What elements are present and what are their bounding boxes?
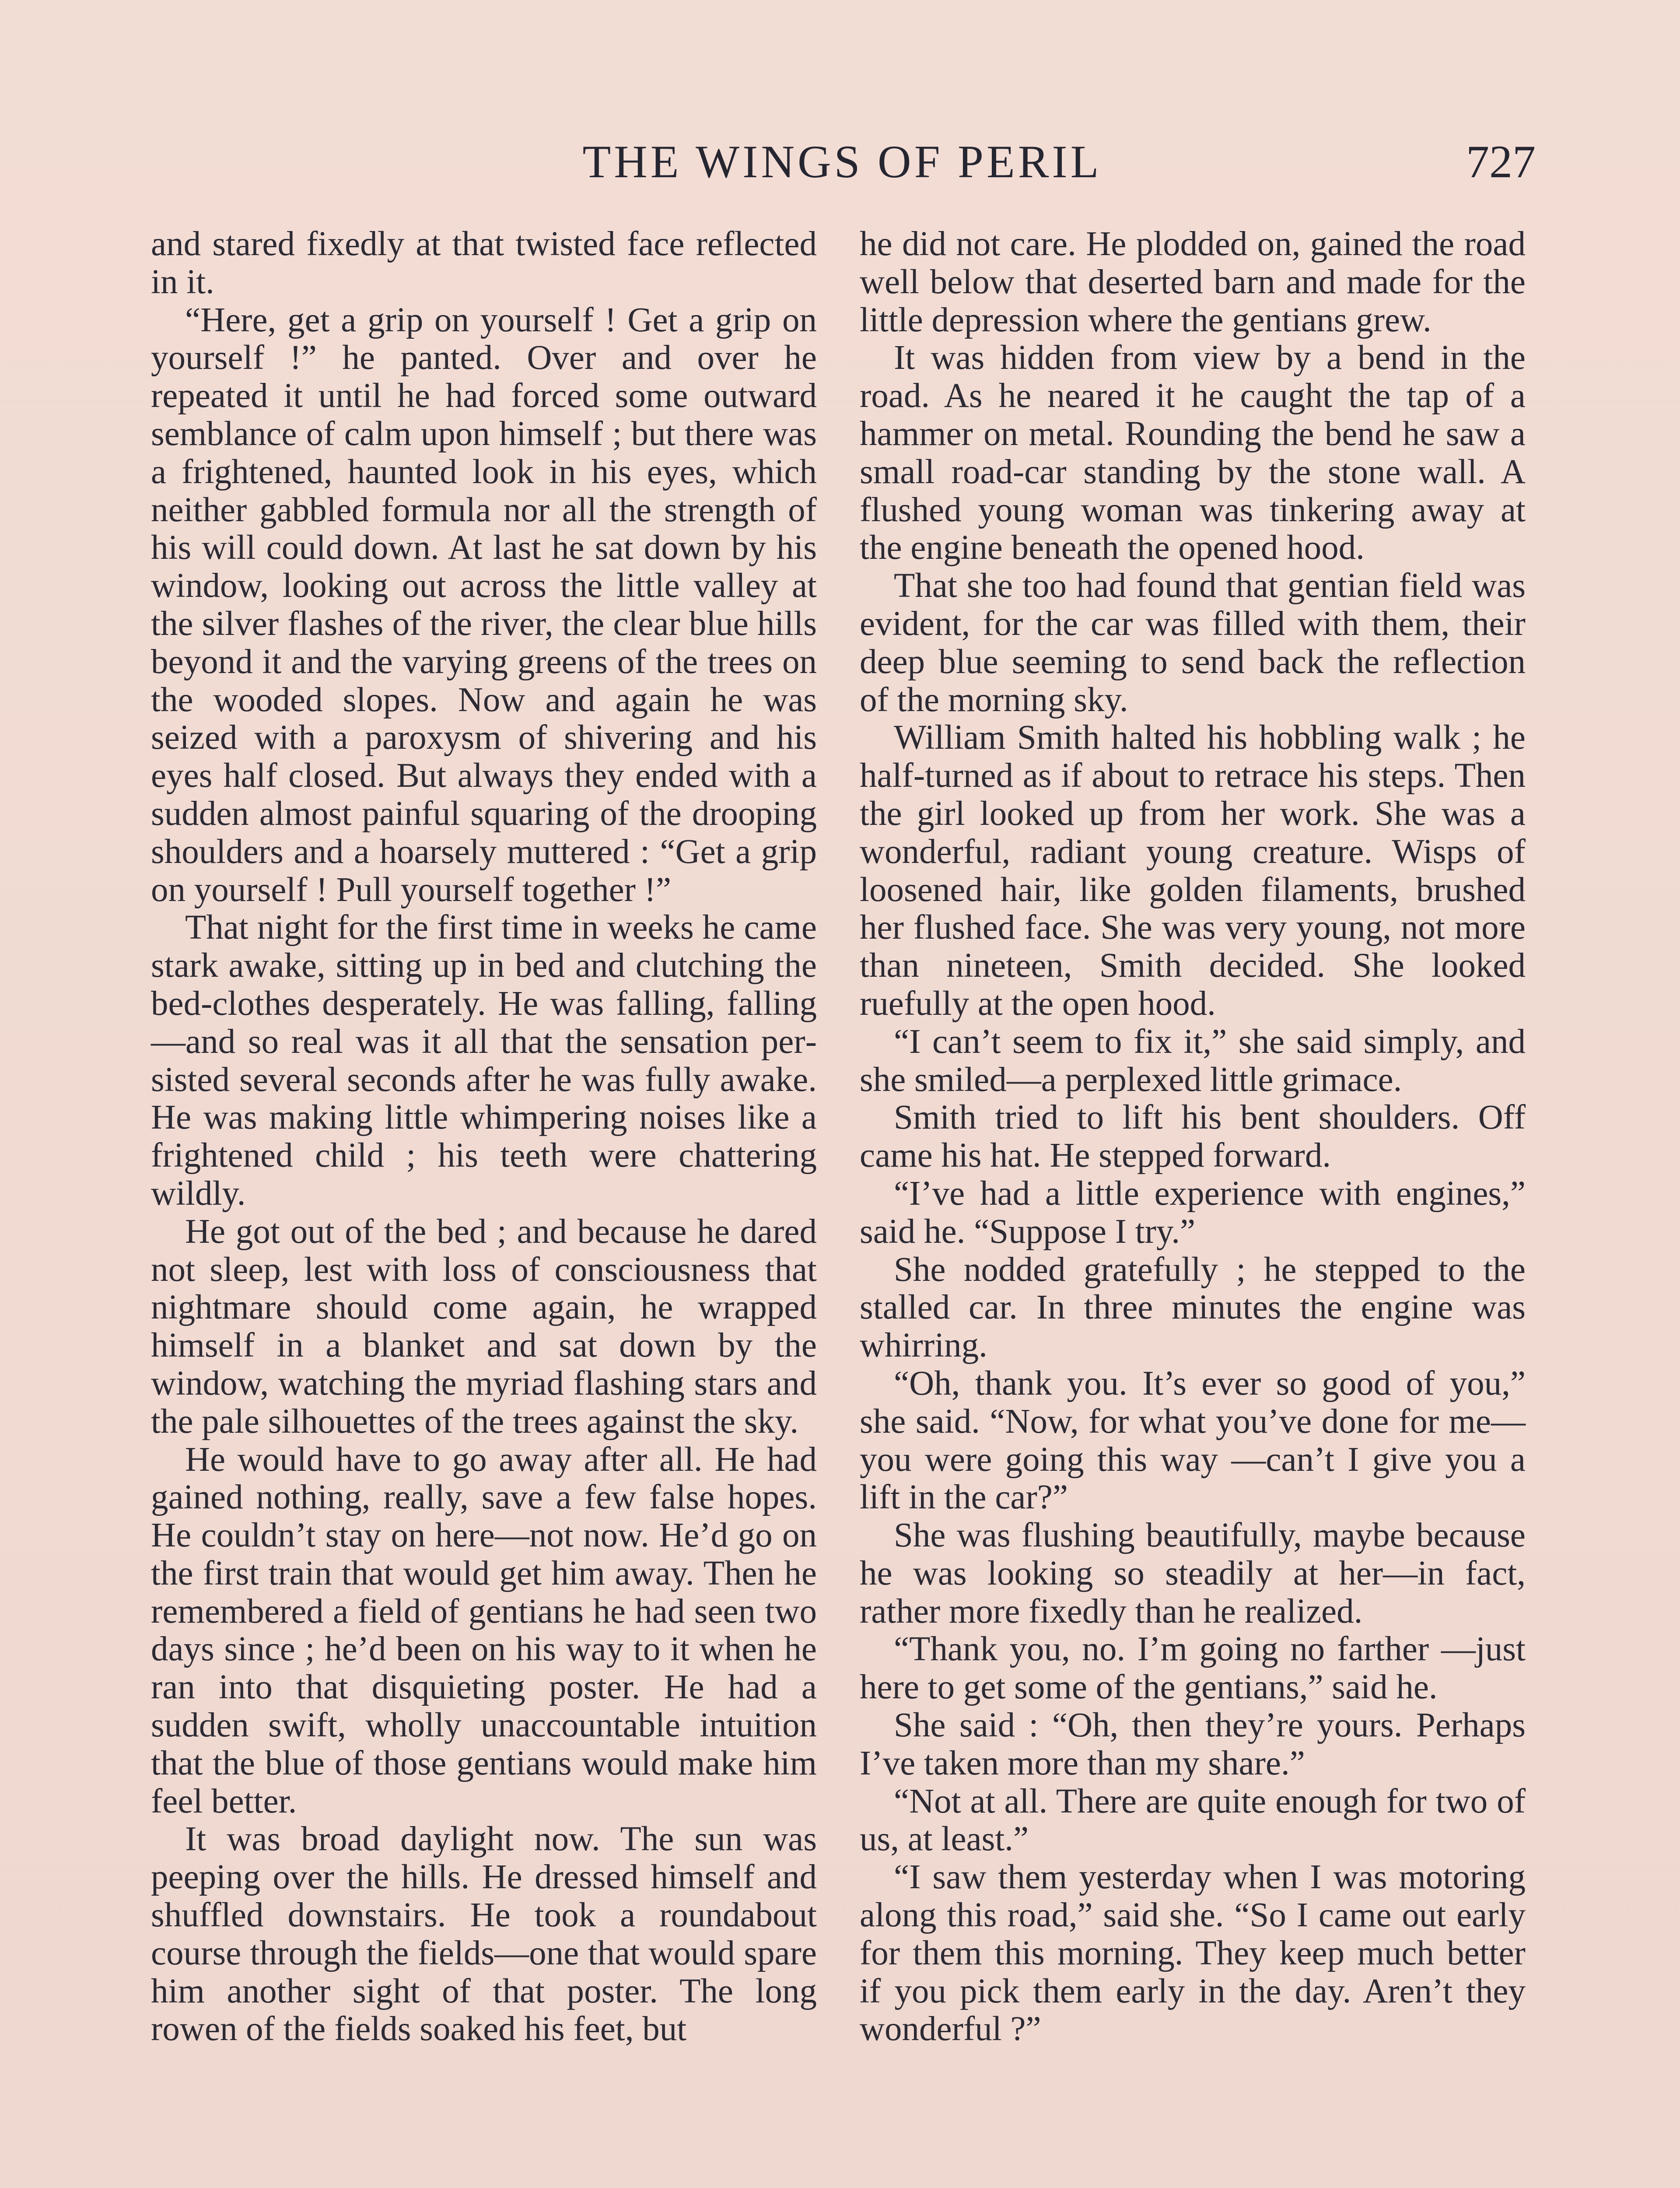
paragraph: “Oh, thank you. It’s ever so good of you,” she said. “Now, for what you’ve done for me—you were going this way —can’t I give you a lift in the car?” [860,1364,1526,1517]
paragraph: “I can’t seem to fix it,” she said simply, and she smiled—a perplexed little grimace. [860,1022,1526,1099]
paragraph: “I saw them yesterday when I was motoring along this road,” said she. “So I came out early for them this morning. They keep much better if you pick them early in the day. Aren’t they wonderful ?” [860,1858,1526,2048]
paragraph: She nodded gratefully ; he stepped to the stalled car. In three minutes the engine was whirring. [860,1250,1526,1365]
page-header [149,129,1536,195]
paragraph: He got out of the bed ; and because he dared not sleep, lest with loss of consciousness that nightmare should come again, he wrapped himself in a blanket and sat down by the window, watching the myriad flashing stars and the pale silhouettes of the trees against the sky. [151,1212,817,1441]
running-title: THE WINGS OF PERIL [582,136,1102,187]
paragraph: He would have to go away after all. He had gained nothing, really, save a few false hopes. He couldn’t stay on here—not now. He’d go on the first train that would get him away. Then he remembered a field of gentians he had seen two days since ; he’d been on his way to it when he ran into that disquieting poster. He had a sudden swift, wholly unaccountable intuition that the blue of those gentians would make him feel better. [151,1440,817,1820]
paragraph: “Here, get a grip on yourself ! Get a grip on yourself !” he panted. Over and over he repeated it until he had forced some outward semblance of calm upon himself ; but there was a frightened, haunted look in his eyes, which neither gabbled formula nor all the strength of his will could down. At last he sat down by his window, looking out across the little valley at the silver flashes of the river, the clear blue hills beyond it and the varying greens of the trees on the wooded slopes. Now and again he was seized with a paroxysm of shivering and his eyes half closed. But always they ended with a sudden almost painful squaring of the drooping shoulders and a hoarsely muttered : “Get a grip on yourself ! Pull yourself together !” [151,301,817,909]
page-number: 727 [1466,136,1536,187]
left-column [151,225,817,2048]
right-column [860,225,1526,2048]
paragraph: “I’ve had a little experience with engines,” said he. “Suppose I try.” [860,1174,1526,1251]
paragraph: William Smith halted his hobbling walk ; he half-turned as if about to retrace his steps. Then the girl looked up from her work. She was a wonderful, radiant young creature. Wisps of loosened hair, like golden filaments, brushed her flushed face. She was very young, not more than nineteen, Smith decided. She looked ruefully at the open hood. [860,719,1526,1023]
paragraph: and stared fixedly at that twisted face reflected in it. [151,225,817,301]
paragraph: “Thank you, no. I’m going no farther —just here to get some of the gentians,” said he. [860,1630,1526,1707]
paragraph: She said : “Oh, then they’re yours. Perhaps I’ve taken more than my share.” [860,1706,1526,1782]
paragraph: Smith tried to lift his bent shoulders. Off came his hat. He stepped forward. [860,1098,1526,1175]
paragraph: She was flushing beautifully, maybe because he was looking so steadily at her—in fact, rather more fixedly than he realized. [860,1516,1526,1630]
paragraph: That she too had found that gentian field was evident, for the car was filled with them, their deep blue seeming to send back the reflection of the morning sky. [860,567,1526,719]
paragraph: “Not at all. There are quite enough for two of us, at least.” [860,1782,1526,1858]
paragraph: That night for the first time in weeks he came stark awake, sitting up in bed and clutching the bed-clothes desperately. He was falling, falling—and so real was it all that the sensation persisted several seconds after he was fully awake. He was making little whimpering noises like a frightened child ; his teeth were chattering wildly. [151,908,817,1213]
paragraph: he did not care. He plodded on, gained the road well below that deserted barn and made for the little depression where the gentians grew. [860,225,1526,339]
paragraph: It was broad daylight now. The sun was peeping over the hills. He dressed himself and shuffled downstairs. He took a roundabout course through the fields—one that would spare him another sight of that poster. The long rowen of the fields soaked his feet, but [151,1820,817,2048]
paragraph: It was hidden from view by a bend in the road. As he neared it he caught the tap of a hammer on metal. Rounding the bend he saw a small road-car standing by the stone wall. A flushed young woman was tinkering away at the engine beneath the opened hood. [860,339,1526,567]
